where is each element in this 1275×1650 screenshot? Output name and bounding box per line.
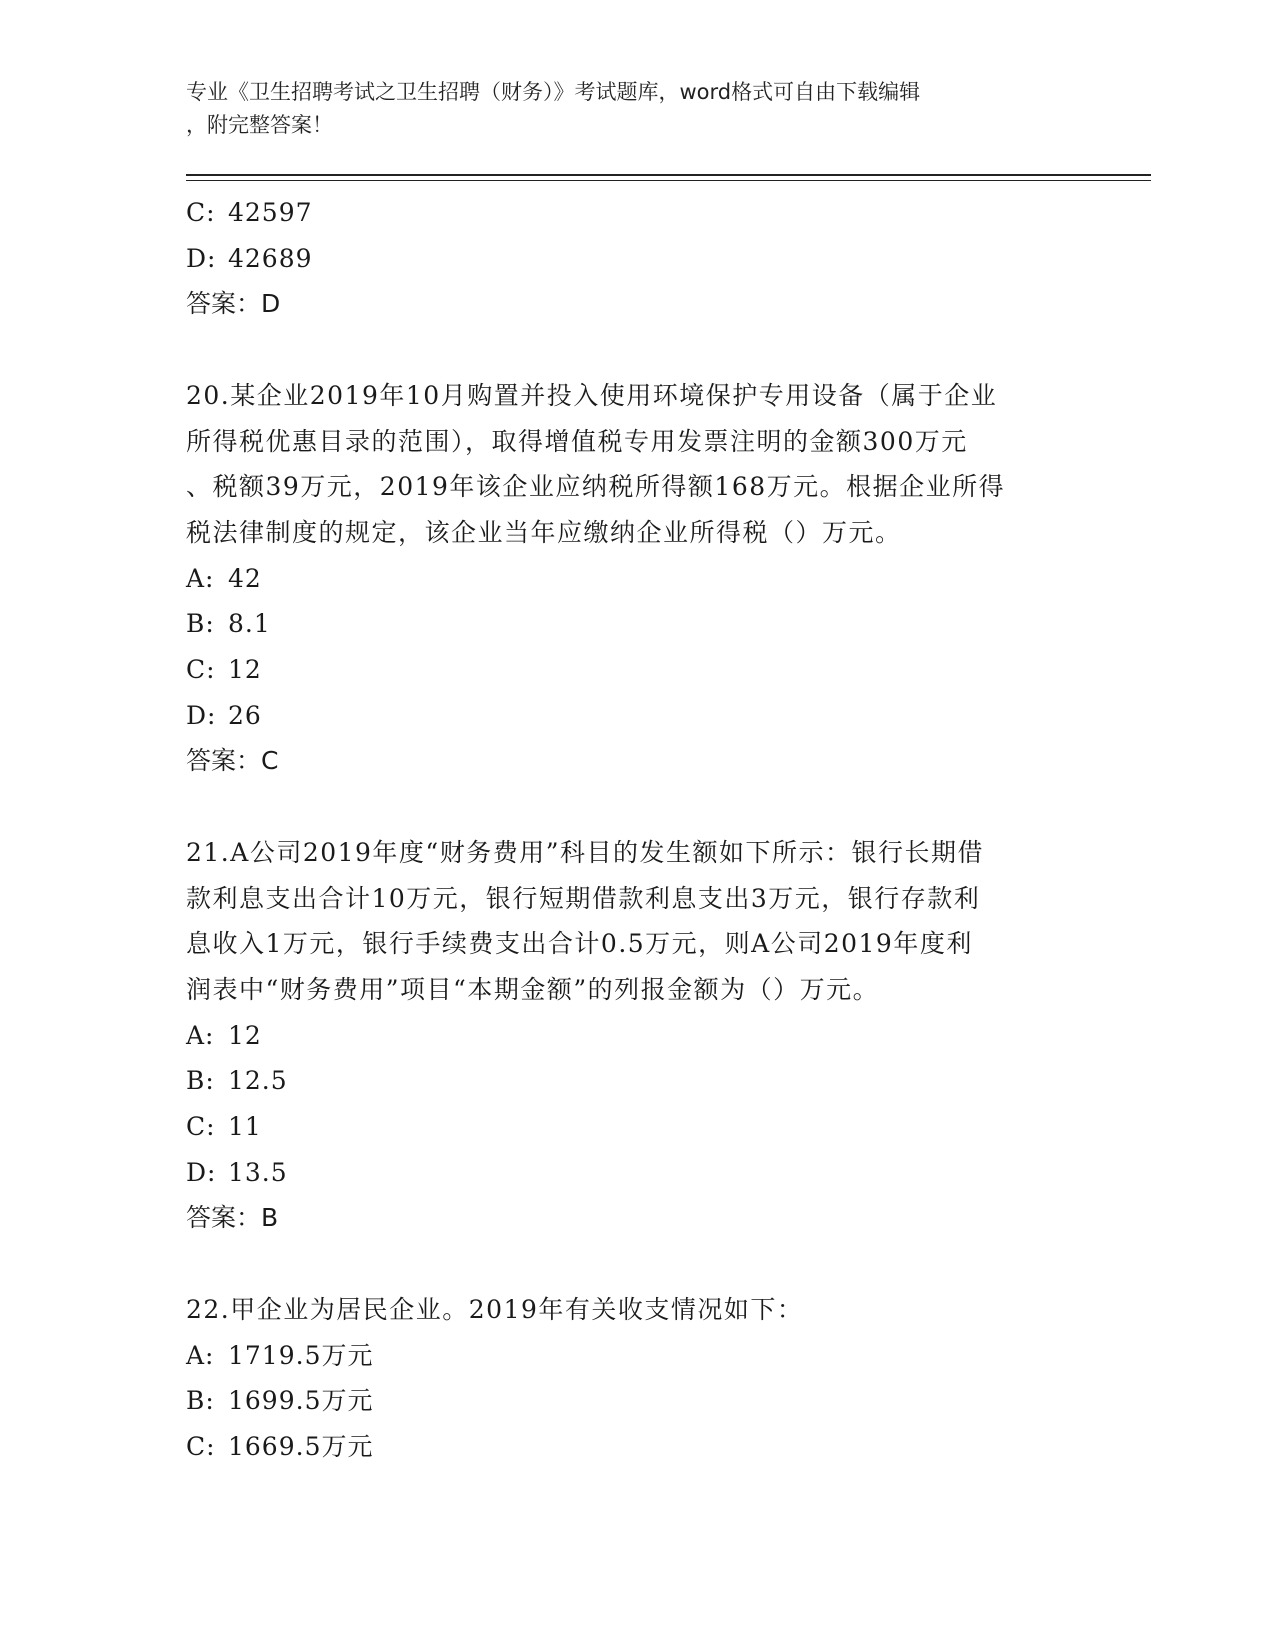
question-text-line: 款利息支出合计10万元，银行短期借款利息支出3万元，银行存款利 <box>186 883 981 913</box>
question-text-line: 所得税优惠目录的范围），取得增值税专用发票注明的金额300万元 <box>186 426 968 456</box>
question-21 <box>186 830 1086 1241</box>
option-a: A: 1719.5万元 <box>186 1340 374 1370</box>
question-text-line: 21.A公司2019年度“财务费用”科目的发生额如下所示：银行长期借 <box>186 837 984 867</box>
option-b: B: 1699.5万元 <box>186 1386 374 1416</box>
option-d: D: 26 <box>186 700 262 730</box>
option-c: C: 11 <box>186 1112 262 1142</box>
question-text-line: 税法律制度的规定，该企业当年应缴纳企业所得税（）万元。 <box>186 517 902 547</box>
answer-line: 答案：C <box>186 746 279 776</box>
option-c: C: 12 <box>186 655 262 685</box>
option-a: A: 42 <box>186 563 262 593</box>
header-divider-thin <box>186 180 1151 181</box>
question-text-line: 、税额39万元，2019年该企业应纳税所得额168万元。根据企业所得 <box>186 472 1006 502</box>
document-body <box>186 190 1086 1470</box>
option-d: D: 13.5 <box>186 1157 288 1187</box>
option-a: A: 12 <box>186 1020 262 1050</box>
question-19-tail <box>186 190 1086 327</box>
question-20 <box>186 373 1086 784</box>
option-d: D: 42689 <box>186 243 313 273</box>
header-line-1: 专业《卫生招聘考试之卫生招聘（财务）》考试题库，word格式可自由下载编辑 <box>186 80 921 104</box>
document-header <box>186 76 1086 142</box>
option-b: B: 8.1 <box>186 609 271 639</box>
question-text-line: 息收入1万元，银行手续费支出合计0.5万元，则A公司2019年度利 <box>186 929 973 959</box>
option-b: B: 12.5 <box>186 1066 288 1096</box>
header-line-2: ，附完整答案！ <box>186 113 333 137</box>
option-c: C: 42597 <box>186 198 313 227</box>
question-22 <box>186 1287 1086 1470</box>
question-text-line: 20.某企业2019年10月购置并投入使用环境保护专用设备（属于企业 <box>186 380 998 410</box>
option-c: C: 1669.5万元 <box>186 1431 374 1461</box>
answer-line: 答案：B <box>186 1203 279 1233</box>
question-text-line: 润表中“财务费用”项目“本期金额”的列报金额为（）万元。 <box>186 974 880 1004</box>
answer-line: 答案：D <box>186 289 281 319</box>
header-divider-thick <box>186 174 1151 176</box>
question-text-line: 22.甲企业为居民企业。2019年有关收支情况如下： <box>186 1294 804 1324</box>
